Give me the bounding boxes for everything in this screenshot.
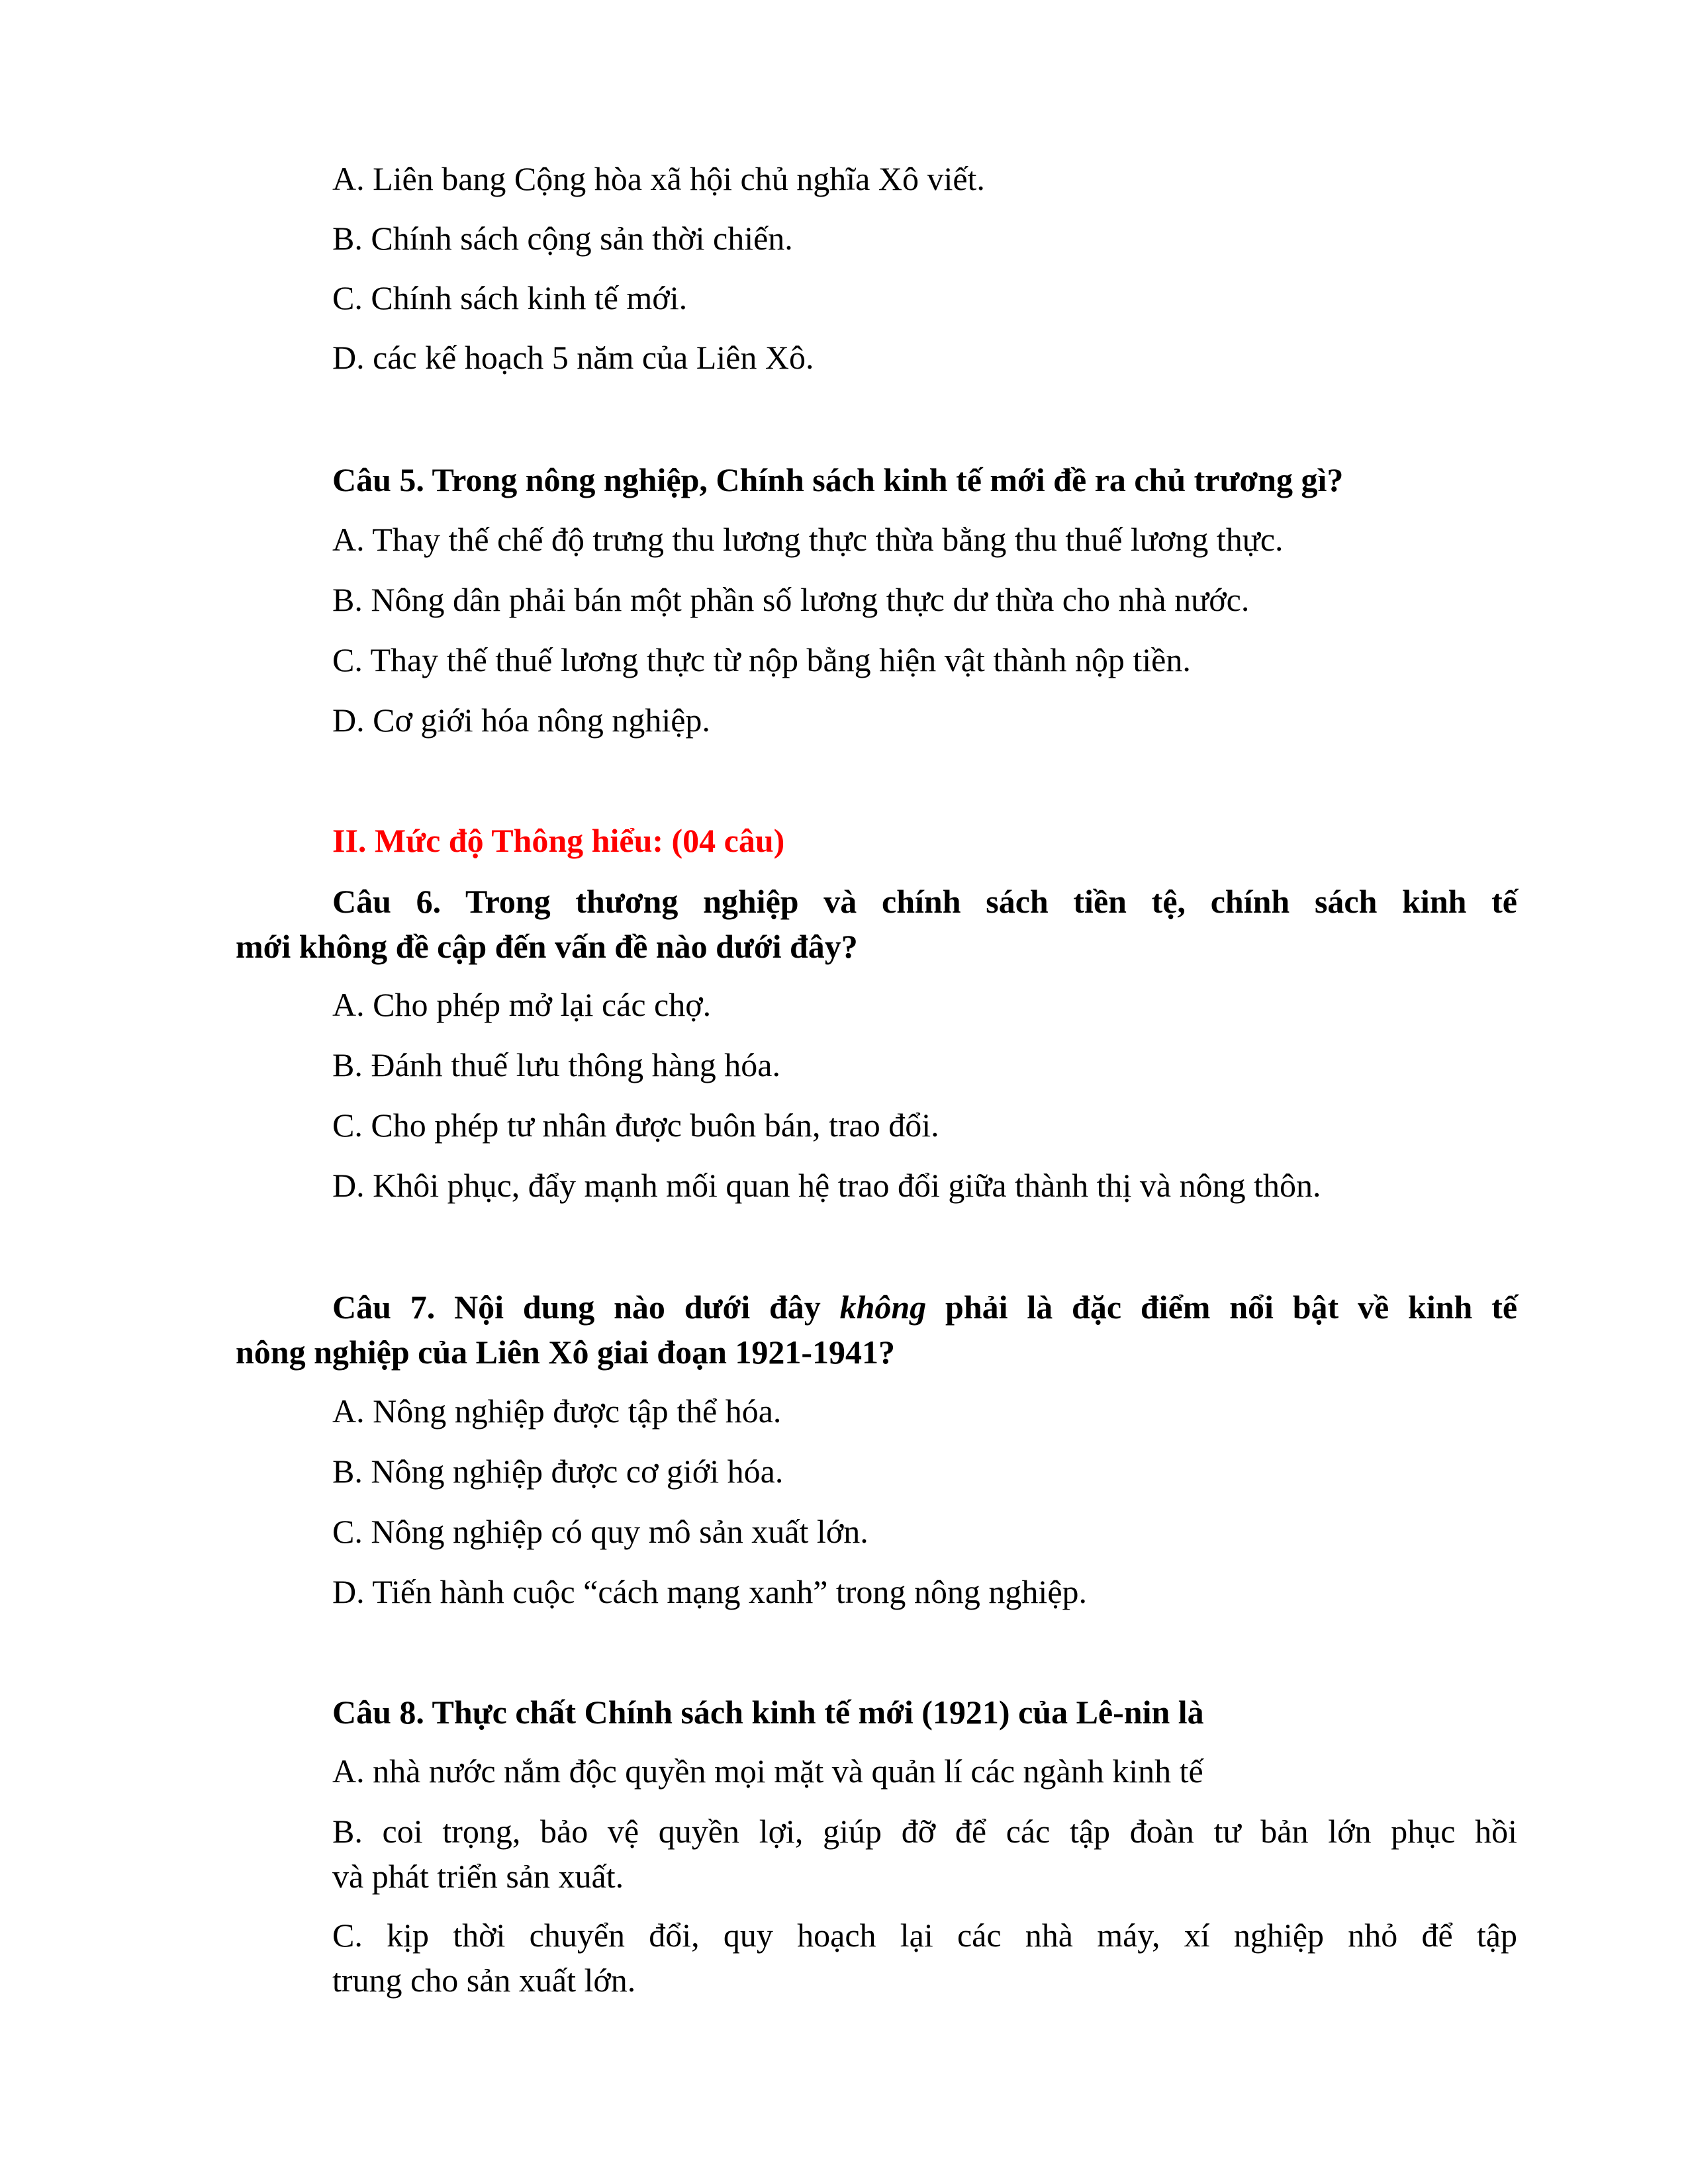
option-c: C. Chính sách kinh tế mới. (332, 279, 688, 316)
q8-option-b-line2: và phát triển sản xuất. (332, 1858, 624, 1895)
q6-option-c: C. Cho phép tư nhân được buôn bán, trao đổi. (332, 1107, 939, 1144)
q8-option-c-line1: C. kịp thời chuyển đổi, quy hoạch lại các nhà máy, xí nghiệp nhỏ để tập (332, 1917, 1517, 1954)
q5-option-b: B. Nông dân phải bán một phần số lương thực dư thừa cho nhà nước. (332, 581, 1250, 618)
section-heading: II. Mức độ Thông hiểu: (04 câu) (332, 822, 785, 859)
question-7-title-line2: nông nghiệp của Liên Xô giai đoạn 1921-1941? (236, 1334, 896, 1371)
q7-option-b: B. Nông nghiệp được cơ giới hóa. (332, 1453, 784, 1490)
question-6-title-line1: Câu 6. Trong thương nghiệp và chính sách tiền tệ, chính sách kinh tế (332, 883, 1517, 920)
q6-option-a: A. Cho phép mở lại các chợ. (332, 986, 712, 1023)
option-b: B. Chính sách cộng sản thời chiến. (332, 220, 793, 257)
q6-option-b: B. Đánh thuế lưu thông hàng hóa. (332, 1046, 781, 1083)
q8-option-b-line1: B. coi trọng, bảo vệ quyền lợi, giúp đỡ để các tập đoàn tư bản lớn phục hồi (332, 1813, 1517, 1850)
q6-option-d: D. Khôi phục, đẩy mạnh mối quan hệ trao đổi giữa thành thị và nông thôn. (332, 1167, 1321, 1204)
q7-option-d: D. Tiến hành cuộc “cách mạng xanh” trong nông nghiệp. (332, 1573, 1088, 1610)
q5-option-c: C. Thay thế thuế lương thực từ nộp bằng hiện vật thành nộp tiền. (332, 641, 1191, 678)
q5-option-d: D. Cơ giới hóa nông nghiệp. (332, 702, 710, 739)
q7-option-c: C. Nông nghiệp có quy mô sản xuất lớn. (332, 1513, 868, 1550)
option-a: A. Liên bang Cộng hòa xã hội chủ nghĩa Xô viết. (332, 160, 985, 197)
q8-option-c-line2: trung cho sản xuất lớn. (332, 1962, 636, 1999)
question-7-title-line1 (332, 1287, 1517, 1327)
q7-option-a: A. Nông nghiệp được tập thể hóa. (332, 1392, 782, 1430)
q8-option-a: A. nhà nước nắm độc quyền mọi mặt và quản lí các ngành kinh tế (332, 1752, 1203, 1790)
q5-option-a: A. Thay thế chế độ trưng thu lương thực thừa bằng thu thuế lương thực. (332, 521, 1284, 558)
q7-title-part1: Câu 7. Nội dung nào dưới đây (332, 1289, 840, 1326)
q7-title-part2: phải là đặc điểm nổi bật về kinh tế (926, 1289, 1518, 1326)
question-6-title-line2: mới không đề cập đến vấn đề nào dưới đây? (236, 928, 858, 965)
option-d: D. các kế hoạch 5 năm của Liên Xô. (332, 339, 814, 376)
question-8-title: Câu 8. Thực chất Chính sách kinh tế mới (1921) của Lê-nin là (332, 1694, 1204, 1731)
q7-title-italic: không (839, 1289, 927, 1326)
question-5-title: Câu 5. Trong nông nghiệp, Chính sách kinh tế mới đề ra chủ trương gì? (332, 461, 1344, 498)
